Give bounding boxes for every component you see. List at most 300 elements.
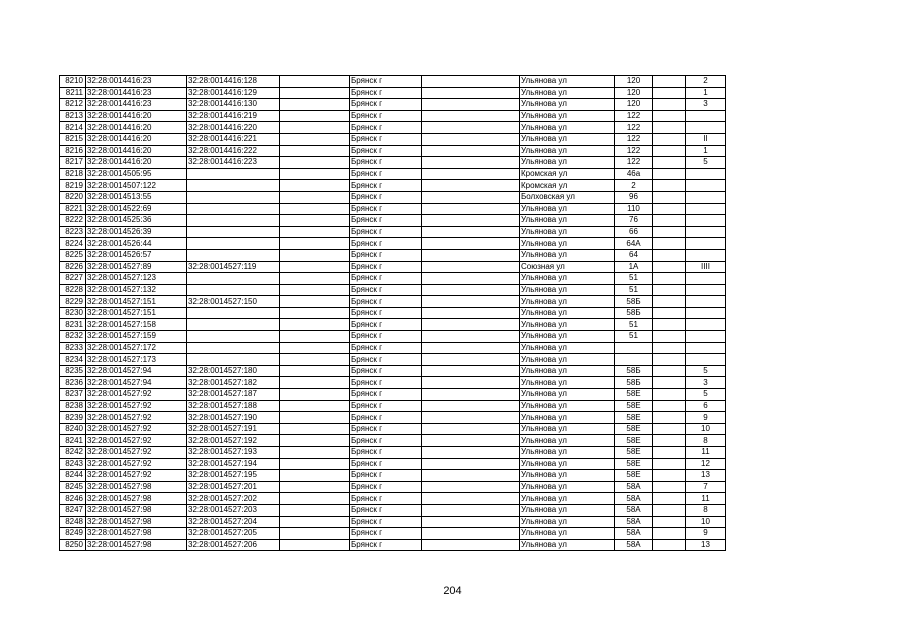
blank-cell bbox=[653, 319, 686, 331]
flat-number bbox=[686, 203, 726, 215]
blank-cell bbox=[422, 145, 520, 157]
blank-cell bbox=[422, 238, 520, 250]
sub-cadastral-number bbox=[187, 168, 280, 180]
sub-cadastral-number: 32:28:0014527:192 bbox=[187, 435, 280, 447]
blank-cell bbox=[280, 215, 350, 227]
flat-number: II bbox=[686, 133, 726, 145]
flat-number bbox=[686, 122, 726, 134]
city: Брянск г bbox=[350, 528, 422, 540]
cadastral-number: 32:28:0014526:57 bbox=[86, 249, 187, 261]
house-number: 58Б bbox=[615, 307, 653, 319]
blank-cell bbox=[422, 400, 520, 412]
sub-cadastral-number bbox=[187, 226, 280, 238]
cadastral-number: 32:28:0014527:92 bbox=[86, 470, 187, 482]
cadastral-number: 32:28:0014507:122 bbox=[86, 180, 187, 192]
blank-cell bbox=[422, 226, 520, 238]
sub-cadastral-number: 32:28:0014416:128 bbox=[187, 76, 280, 88]
cadastral-number: 32:28:0014416:20 bbox=[86, 145, 187, 157]
row-number: 8238 bbox=[60, 400, 86, 412]
blank-cell bbox=[280, 458, 350, 470]
blank-cell bbox=[422, 389, 520, 401]
blank-cell bbox=[422, 203, 520, 215]
sub-cadastral-number: 32:28:0014527:203 bbox=[187, 504, 280, 516]
blank-cell bbox=[653, 331, 686, 343]
flat-number: 10 bbox=[686, 516, 726, 528]
blank-cell bbox=[422, 458, 520, 470]
house-number: 58Е bbox=[615, 435, 653, 447]
house-number: 58А bbox=[615, 528, 653, 540]
street: Ульянова ул bbox=[520, 226, 615, 238]
blank-cell bbox=[422, 516, 520, 528]
blank-cell bbox=[653, 354, 686, 366]
street: Ульянова ул bbox=[520, 435, 615, 447]
house-number: 64А bbox=[615, 238, 653, 250]
blank-cell bbox=[653, 133, 686, 145]
sub-cadastral-number bbox=[187, 203, 280, 215]
street: Ульянова ул bbox=[520, 377, 615, 389]
cadastral-number: 32:28:0014527:94 bbox=[86, 365, 187, 377]
table-row bbox=[60, 481, 726, 493]
city: Брянск г bbox=[350, 331, 422, 343]
sub-cadastral-number: 32:28:0014527:180 bbox=[187, 365, 280, 377]
house-number: 58Е bbox=[615, 400, 653, 412]
blank-cell bbox=[653, 157, 686, 169]
table-row bbox=[60, 145, 726, 157]
table-row bbox=[60, 365, 726, 377]
sub-cadastral-number bbox=[187, 342, 280, 354]
blank-cell bbox=[422, 110, 520, 122]
blank-cell bbox=[280, 145, 350, 157]
flat-number: 5 bbox=[686, 365, 726, 377]
blank-cell bbox=[422, 504, 520, 516]
street: Ульянова ул bbox=[520, 528, 615, 540]
row-number: 8218 bbox=[60, 168, 86, 180]
blank-cell bbox=[653, 377, 686, 389]
table-row bbox=[60, 447, 726, 459]
table-row bbox=[60, 215, 726, 227]
house-number: 58Е bbox=[615, 412, 653, 424]
blank-cell bbox=[280, 504, 350, 516]
house-number: 122 bbox=[615, 133, 653, 145]
sub-cadastral-number: 32:28:0014527:205 bbox=[187, 528, 280, 540]
sub-cadastral-number bbox=[187, 180, 280, 192]
cadastral-number: 32:28:0014527:172 bbox=[86, 342, 187, 354]
sub-cadastral-number: 32:28:0014416:129 bbox=[187, 87, 280, 99]
blank-cell bbox=[422, 435, 520, 447]
flat-number: IIII bbox=[686, 261, 726, 273]
table-row bbox=[60, 342, 726, 354]
street: Ульянова ул bbox=[520, 99, 615, 111]
blank-cell bbox=[653, 389, 686, 401]
city: Брянск г bbox=[350, 435, 422, 447]
table-row bbox=[60, 284, 726, 296]
row-number: 8249 bbox=[60, 528, 86, 540]
row-number: 8245 bbox=[60, 481, 86, 493]
cadastral-number: 32:28:0014526:44 bbox=[86, 238, 187, 250]
flat-number: 7 bbox=[686, 481, 726, 493]
sub-cadastral-number: 32:28:0014527:150 bbox=[187, 296, 280, 308]
cadastral-number: 32:28:0014527:94 bbox=[86, 377, 187, 389]
page-number: 204 bbox=[443, 585, 462, 597]
house-number: 120 bbox=[615, 87, 653, 99]
cadastral-number: 32:28:0014527:92 bbox=[86, 389, 187, 401]
flat-number: 12 bbox=[686, 458, 726, 470]
house-number: 58Е bbox=[615, 447, 653, 459]
table-row bbox=[60, 331, 726, 343]
flat-number bbox=[686, 296, 726, 308]
sub-cadastral-number: 32:28:0014527:206 bbox=[187, 539, 280, 551]
blank-cell bbox=[280, 110, 350, 122]
house-number: 58Е bbox=[615, 458, 653, 470]
blank-cell bbox=[280, 157, 350, 169]
table-row bbox=[60, 238, 726, 250]
row-number: 8222 bbox=[60, 215, 86, 227]
city: Брянск г bbox=[350, 423, 422, 435]
table-row bbox=[60, 273, 726, 285]
blank-cell bbox=[280, 481, 350, 493]
table-row bbox=[60, 539, 726, 551]
blank-cell bbox=[653, 435, 686, 447]
street: Ульянова ул bbox=[520, 296, 615, 308]
blank-cell bbox=[653, 400, 686, 412]
house-number: 58Б bbox=[615, 377, 653, 389]
cadastral-number: 32:28:0014416:20 bbox=[86, 122, 187, 134]
cadastral-number: 32:28:0014527:158 bbox=[86, 319, 187, 331]
table-row bbox=[60, 122, 726, 134]
blank-cell bbox=[653, 516, 686, 528]
row-number: 8246 bbox=[60, 493, 86, 505]
city: Брянск г bbox=[350, 284, 422, 296]
blank-cell bbox=[422, 215, 520, 227]
row-number: 8248 bbox=[60, 516, 86, 528]
blank-cell bbox=[422, 87, 520, 99]
row-number: 8227 bbox=[60, 273, 86, 285]
table-row bbox=[60, 389, 726, 401]
house-number: 46а bbox=[615, 168, 653, 180]
table-row bbox=[60, 133, 726, 145]
street: Ульянова ул bbox=[520, 423, 615, 435]
blank-cell bbox=[280, 435, 350, 447]
cadastral-number: 32:28:0014527:173 bbox=[86, 354, 187, 366]
table-row bbox=[60, 412, 726, 424]
blank-cell bbox=[422, 284, 520, 296]
blank-cell bbox=[653, 296, 686, 308]
flat-number bbox=[686, 110, 726, 122]
cadastral-number: 32:28:0014527:98 bbox=[86, 504, 187, 516]
table-row bbox=[60, 354, 726, 366]
street: Ульянова ул bbox=[520, 145, 615, 157]
flat-number: 9 bbox=[686, 528, 726, 540]
row-number: 8217 bbox=[60, 157, 86, 169]
blank-cell bbox=[422, 539, 520, 551]
flat-number bbox=[686, 238, 726, 250]
blank-cell bbox=[280, 273, 350, 285]
house-number: 51 bbox=[615, 284, 653, 296]
sub-cadastral-number bbox=[187, 284, 280, 296]
city: Брянск г bbox=[350, 342, 422, 354]
blank-cell bbox=[422, 273, 520, 285]
flat-number bbox=[686, 168, 726, 180]
city: Брянск г bbox=[350, 76, 422, 88]
sub-cadastral-number: 32:28:0014416:223 bbox=[187, 157, 280, 169]
sub-cadastral-number: 32:28:0014527:204 bbox=[187, 516, 280, 528]
row-number: 8229 bbox=[60, 296, 86, 308]
street: Ульянова ул bbox=[520, 458, 615, 470]
sub-cadastral-number bbox=[187, 354, 280, 366]
cadastral-number: 32:28:0014513:55 bbox=[86, 191, 187, 203]
city: Брянск г bbox=[350, 458, 422, 470]
row-number: 8212 bbox=[60, 99, 86, 111]
blank-cell bbox=[280, 516, 350, 528]
blank-cell bbox=[653, 539, 686, 551]
street: Ульянова ул bbox=[520, 122, 615, 134]
blank-cell bbox=[653, 110, 686, 122]
blank-cell bbox=[653, 284, 686, 296]
city: Брянск г bbox=[350, 354, 422, 366]
house-number: 58А bbox=[615, 481, 653, 493]
sub-cadastral-number: 32:28:0014416:221 bbox=[187, 133, 280, 145]
blank-cell bbox=[280, 191, 350, 203]
street: Ульянова ул bbox=[520, 354, 615, 366]
row-number: 8232 bbox=[60, 331, 86, 343]
blank-cell bbox=[422, 470, 520, 482]
flat-number bbox=[686, 226, 726, 238]
row-number: 8224 bbox=[60, 238, 86, 250]
city: Брянск г bbox=[350, 249, 422, 261]
cadastral-number: 32:28:0014527:98 bbox=[86, 539, 187, 551]
cadastral-number: 32:28:0014527:159 bbox=[86, 331, 187, 343]
table-row bbox=[60, 99, 726, 111]
table-row bbox=[60, 261, 726, 273]
row-number: 8231 bbox=[60, 319, 86, 331]
house-number: 58Б bbox=[615, 365, 653, 377]
blank-cell bbox=[653, 99, 686, 111]
table-row bbox=[60, 203, 726, 215]
blank-cell bbox=[280, 400, 350, 412]
blank-cell bbox=[280, 377, 350, 389]
blank-cell bbox=[280, 296, 350, 308]
table-row bbox=[60, 435, 726, 447]
sub-cadastral-number bbox=[187, 215, 280, 227]
street: Ульянова ул bbox=[520, 284, 615, 296]
house-number bbox=[615, 342, 653, 354]
blank-cell bbox=[422, 249, 520, 261]
row-number: 8214 bbox=[60, 122, 86, 134]
city: Брянск г bbox=[350, 87, 422, 99]
street: Ульянова ул bbox=[520, 516, 615, 528]
flat-number: 5 bbox=[686, 157, 726, 169]
street: Союзная ул bbox=[520, 261, 615, 273]
blank-cell bbox=[653, 203, 686, 215]
blank-cell bbox=[653, 493, 686, 505]
cadastral-number: 32:28:0014527:92 bbox=[86, 412, 187, 424]
table-row bbox=[60, 226, 726, 238]
street: Ульянова ул bbox=[520, 365, 615, 377]
city: Брянск г bbox=[350, 238, 422, 250]
house-number: 110 bbox=[615, 203, 653, 215]
city: Брянск г bbox=[350, 215, 422, 227]
row-number: 8247 bbox=[60, 504, 86, 516]
table-row bbox=[60, 319, 726, 331]
street: Ульянова ул bbox=[520, 389, 615, 401]
sub-cadastral-number: 32:28:0014527:119 bbox=[187, 261, 280, 273]
sub-cadastral-number: 32:28:0014527:191 bbox=[187, 423, 280, 435]
row-number: 8235 bbox=[60, 365, 86, 377]
sub-cadastral-number: 32:28:0014527:193 bbox=[187, 447, 280, 459]
blank-cell bbox=[422, 528, 520, 540]
flat-number: 13 bbox=[686, 470, 726, 482]
street: Кромская ул bbox=[520, 180, 615, 192]
house-number: 58Е bbox=[615, 470, 653, 482]
blank-cell bbox=[653, 238, 686, 250]
house-number: 122 bbox=[615, 110, 653, 122]
sub-cadastral-number bbox=[187, 331, 280, 343]
blank-cell bbox=[653, 307, 686, 319]
blank-cell bbox=[422, 481, 520, 493]
flat-number bbox=[686, 249, 726, 261]
table-row bbox=[60, 191, 726, 203]
flat-number bbox=[686, 342, 726, 354]
house-number: 122 bbox=[615, 157, 653, 169]
row-number: 8234 bbox=[60, 354, 86, 366]
city: Брянск г bbox=[350, 504, 422, 516]
table-row bbox=[60, 423, 726, 435]
house-number: 96 bbox=[615, 191, 653, 203]
flat-number: 8 bbox=[686, 504, 726, 516]
table-row bbox=[60, 249, 726, 261]
table-row bbox=[60, 76, 726, 88]
street: Ульянова ул bbox=[520, 470, 615, 482]
blank-cell bbox=[422, 412, 520, 424]
blank-cell bbox=[280, 319, 350, 331]
blank-cell bbox=[422, 331, 520, 343]
street: Ульянова ул bbox=[520, 215, 615, 227]
cadastral-number: 32:28:0014505:95 bbox=[86, 168, 187, 180]
sub-cadastral-number: 32:28:0014416:130 bbox=[187, 99, 280, 111]
table-row bbox=[60, 493, 726, 505]
city: Брянск г bbox=[350, 307, 422, 319]
blank-cell bbox=[422, 423, 520, 435]
registry-table bbox=[59, 75, 726, 551]
table-row bbox=[60, 307, 726, 319]
street: Ульянова ул bbox=[520, 539, 615, 551]
blank-cell bbox=[422, 319, 520, 331]
blank-cell bbox=[422, 447, 520, 459]
blank-cell bbox=[280, 539, 350, 551]
blank-cell bbox=[653, 180, 686, 192]
flat-number: 3 bbox=[686, 99, 726, 111]
street: Ульянова ул bbox=[520, 87, 615, 99]
city: Брянск г bbox=[350, 203, 422, 215]
blank-cell bbox=[422, 168, 520, 180]
flat-number: 9 bbox=[686, 412, 726, 424]
row-number: 8213 bbox=[60, 110, 86, 122]
blank-cell bbox=[280, 203, 350, 215]
blank-cell bbox=[422, 180, 520, 192]
blank-cell bbox=[653, 458, 686, 470]
blank-cell bbox=[653, 504, 686, 516]
blank-cell bbox=[653, 249, 686, 261]
street: Ульянова ул bbox=[520, 400, 615, 412]
house-number: 58Б bbox=[615, 296, 653, 308]
blank-cell bbox=[280, 342, 350, 354]
flat-number bbox=[686, 273, 726, 285]
cadastral-number: 32:28:0014525:36 bbox=[86, 215, 187, 227]
city: Брянск г bbox=[350, 226, 422, 238]
street: Ульянова ул bbox=[520, 273, 615, 285]
sub-cadastral-number: 32:28:0014527:194 bbox=[187, 458, 280, 470]
flat-number bbox=[686, 354, 726, 366]
table-row bbox=[60, 180, 726, 192]
blank-cell bbox=[653, 215, 686, 227]
table-row bbox=[60, 168, 726, 180]
house-number: 58А bbox=[615, 493, 653, 505]
street: Ульянова ул bbox=[520, 249, 615, 261]
row-number: 8211 bbox=[60, 87, 86, 99]
blank-cell bbox=[280, 331, 350, 343]
blank-cell bbox=[280, 528, 350, 540]
city: Брянск г bbox=[350, 389, 422, 401]
cadastral-number: 32:28:0014527:92 bbox=[86, 423, 187, 435]
flat-number: 2 bbox=[686, 76, 726, 88]
cadastral-number: 32:28:0014527:92 bbox=[86, 447, 187, 459]
cadastral-number: 32:28:0014416:20 bbox=[86, 133, 187, 145]
house-number: 120 bbox=[615, 99, 653, 111]
row-number: 8219 bbox=[60, 180, 86, 192]
table-row bbox=[60, 400, 726, 412]
blank-cell bbox=[280, 447, 350, 459]
blank-cell bbox=[280, 249, 350, 261]
cadastral-number: 32:28:0014526:39 bbox=[86, 226, 187, 238]
cadastral-number: 32:28:0014416:20 bbox=[86, 157, 187, 169]
blank-cell bbox=[280, 99, 350, 111]
blank-cell bbox=[422, 354, 520, 366]
row-number: 8225 bbox=[60, 249, 86, 261]
street: Ульянова ул bbox=[520, 342, 615, 354]
row-number: 8240 bbox=[60, 423, 86, 435]
row-number: 8237 bbox=[60, 389, 86, 401]
blank-cell bbox=[422, 133, 520, 145]
blank-cell bbox=[653, 261, 686, 273]
blank-cell bbox=[280, 493, 350, 505]
table-row bbox=[60, 296, 726, 308]
sub-cadastral-number: 32:28:0014527:195 bbox=[187, 470, 280, 482]
street: Ульянова ул bbox=[520, 76, 615, 88]
city: Брянск г bbox=[350, 470, 422, 482]
table-row bbox=[60, 516, 726, 528]
city: Брянск г bbox=[350, 296, 422, 308]
blank-cell bbox=[653, 145, 686, 157]
city: Брянск г bbox=[350, 400, 422, 412]
city: Брянск г bbox=[350, 191, 422, 203]
cadastral-number: 32:28:0014527:92 bbox=[86, 400, 187, 412]
blank-cell bbox=[653, 87, 686, 99]
city: Брянск г bbox=[350, 110, 422, 122]
blank-cell bbox=[653, 447, 686, 459]
house-number: 58Е bbox=[615, 389, 653, 401]
row-number: 8233 bbox=[60, 342, 86, 354]
city: Брянск г bbox=[350, 157, 422, 169]
sub-cadastral-number bbox=[187, 273, 280, 285]
row-number: 8244 bbox=[60, 470, 86, 482]
row-number: 8215 bbox=[60, 133, 86, 145]
blank-cell bbox=[422, 157, 520, 169]
row-number: 8210 bbox=[60, 76, 86, 88]
house-number: 58А bbox=[615, 516, 653, 528]
street: Ульянова ул bbox=[520, 412, 615, 424]
blank-cell bbox=[653, 342, 686, 354]
blank-cell bbox=[653, 365, 686, 377]
